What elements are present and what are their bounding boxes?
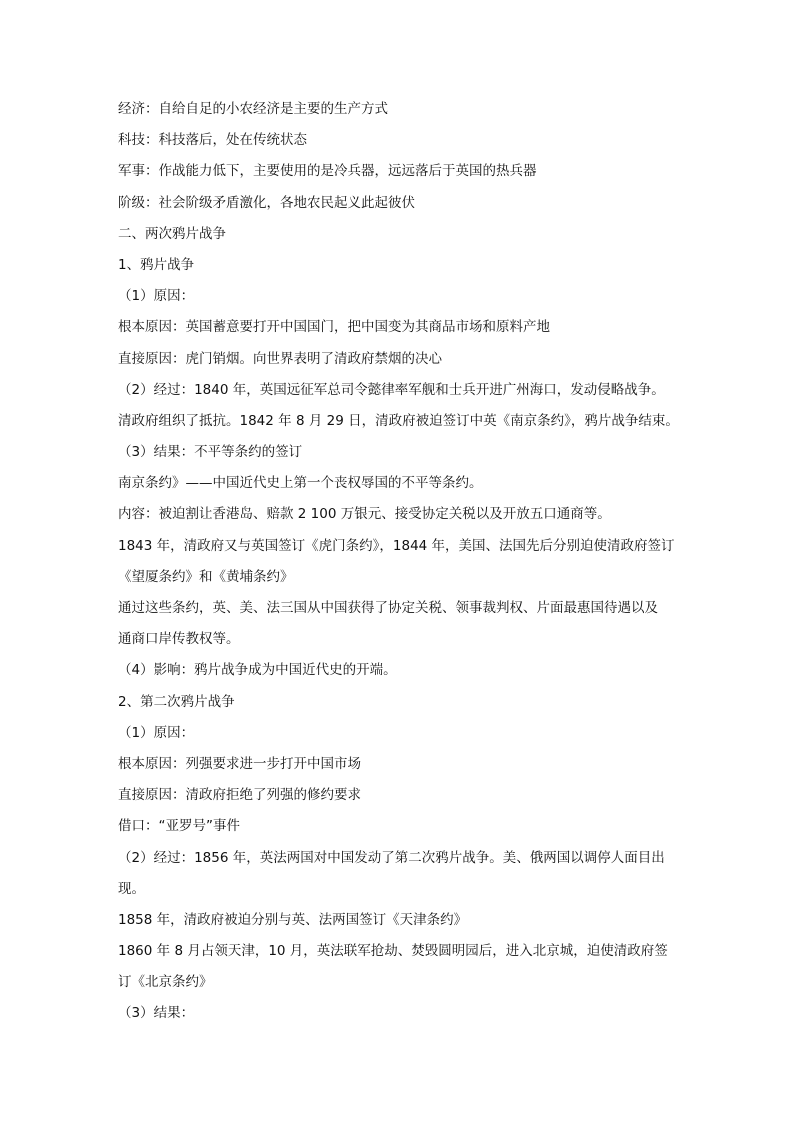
text-line: 现。 (118, 880, 145, 897)
text-line: 根本原因：英国蓄意要打开中国国门，把中国变为其商品市场和原料产地 (118, 319, 550, 336)
text-line: 通过这些条约，英、美、法三国从中国获得了协定关税、领事裁判权、片面最惠国待遇以及 (118, 600, 658, 616)
section-heading: 二、两次鸦片战争 (118, 225, 226, 242)
subsection-heading: 2、第二次鸦片战争 (118, 693, 235, 710)
text-line: 军事：作战能力低下，主要使用的是冷兵器，远远落后于英国的热兵器 (118, 163, 537, 180)
text-line: 内容：被迫割让香港岛、赔款 2 100 万银元、接受协定关税以及开放五口通商等。 (118, 506, 611, 523)
text-line: （2）经过：1840 年，英国远征军总司令懿律率军舰和士兵开进广州海口，发动侵略战争。 (118, 381, 665, 398)
text-line: 科技：科技落后，处在传统状态 (118, 132, 307, 149)
text-line: 1860 年 8 月占领天津，10 月，英法联军抢劫、焚毁圆明园后，进入北京城，迫使清政府签 (118, 943, 668, 960)
text-line: 阶级：社会阶级矛盾激化，各地农民起义此起彼伏 (118, 194, 415, 211)
text-line: （2）经过：1856 年，英法两国对中国发动了第二次鸦片战争。美、俄两国以调停人面目出 (118, 849, 665, 866)
text-line: 根本原因：列强要求进一步打开中国市场 (118, 755, 361, 772)
text-line: （4）影响：鸦片战争成为中国近代史的开端。 (118, 662, 397, 679)
text-line: 经济：自给自足的小农经济是主要的生产方式 (118, 101, 388, 117)
text-line: （1）原因： (118, 724, 195, 741)
text-line: 借口：“亚罗号”事件 (118, 818, 240, 835)
text-line: （3）结果： (118, 1005, 195, 1022)
text-line: 清政府组织了抵抗。1842 年 8 月 29 日，清政府被迫签订中英《南京条约》，鸦片战争结束。 (118, 412, 679, 429)
text-line: 订《北京条约》 (118, 974, 213, 991)
document-body (118, 94, 686, 1030)
text-line: 1858 年，清政府被迫分别与英、法两国签订《天津条约》 (118, 911, 468, 928)
text-line: （1）原因： (118, 288, 195, 305)
text-line: 通商口岸传教权等。 (118, 631, 240, 648)
text-line: 直接原因：清政府拒绝了列强的修约要求 (118, 787, 361, 804)
subsection-heading: 1、鸦片战争 (118, 256, 195, 273)
text-line: 1843 年，清政府又与英国签订《虎门条约》，1844 年，美国、法国先后分别迫使清政府签订 (118, 537, 675, 554)
text-line: 《望厦条约》和《黄埔条约》 (118, 568, 294, 585)
text-line: 直接原因：虎门销烟。向世界表明了清政府禁烟的决心 (118, 350, 442, 367)
text-line: （3）结果：不平等条约的签订 (118, 444, 303, 461)
text-line: 南京条约》——中国近代史上第一个丧权辱国的不平等条约。 (118, 475, 483, 492)
